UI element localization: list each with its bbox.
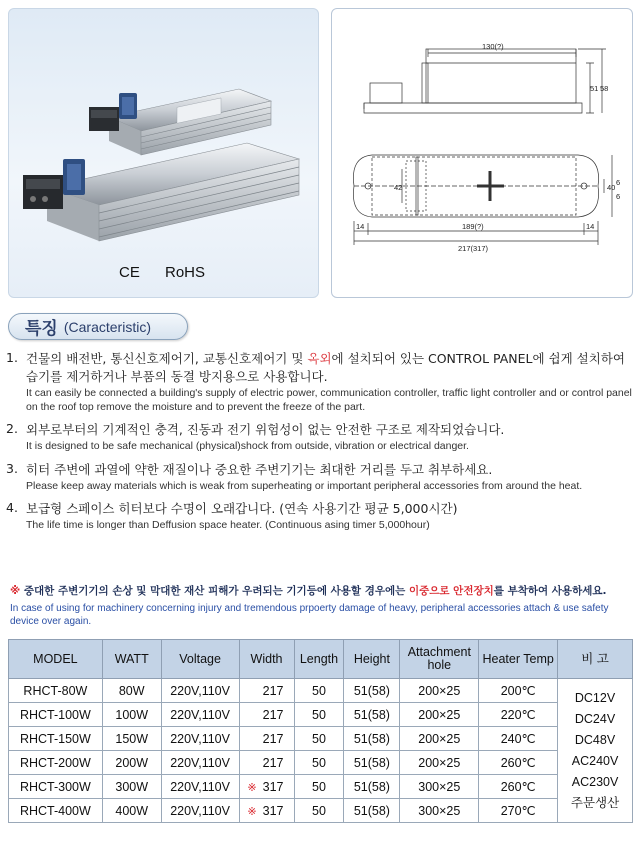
dim-height-b: 58 [600, 84, 609, 93]
feature-text-ko: 건물의 배전반, 통신신호제어기, 교통신호제어기 및 옥외에 설치되어 있는 CONTROL PANEL에 쉽게 설치하여 습기를 제거하거나 부품의 동결 방지용으로 사용합니다. [26, 351, 625, 384]
cell-width: ※ 317 [239, 799, 294, 823]
feature-number: 1. [6, 350, 18, 365]
cell-length: 50 [294, 727, 344, 751]
ce-mark: CE [119, 264, 140, 281]
cell-hole: 200×25 [400, 751, 479, 775]
rohs-mark: RoHS [165, 264, 206, 281]
safety-notice [10, 583, 635, 628]
col-header-temp: Heater Temp [479, 640, 558, 679]
cell-height: 51(58) [344, 751, 400, 775]
product-photo-panel [8, 8, 319, 298]
cell-voltage: 220V,110V [161, 775, 239, 799]
cell-length: 50 [294, 799, 344, 823]
col-header-remarks: 비 고 [558, 640, 633, 679]
col-header-width: Width [239, 640, 294, 679]
cell-width: ※ 317 [239, 775, 294, 799]
large-heater [23, 143, 299, 241]
cell-hole: 300×25 [400, 775, 479, 799]
feature-text-en: It is designed to be safe mechanical (physical)shock from outside, vibration or electrical danger. [26, 440, 469, 452]
cell-length: 50 [294, 775, 344, 799]
notice-highlight: 이중으로 안전장치 [408, 585, 494, 597]
feature-text-ko: 보급형 스페이스 히터보다 수명이 오래갑니다. (연속 사용기간 평균 5,000시간) [26, 501, 458, 516]
feature-number: 2. [6, 421, 18, 436]
features-heading [8, 313, 188, 340]
table-row [9, 751, 633, 775]
dim-total: 217(317) [458, 244, 489, 253]
cell-model: RHCT-150W [9, 727, 103, 751]
cell-voltage: 220V,110V [161, 799, 239, 823]
cell-height: 51(58) [344, 799, 400, 823]
table-row [9, 679, 633, 703]
cell-height: 51(58) [344, 727, 400, 751]
feature-number: 4. [6, 500, 18, 515]
spec-table [8, 639, 633, 823]
cell-temp: 220℃ [479, 703, 558, 727]
table-row [9, 703, 633, 727]
cell-length: 50 [294, 679, 344, 703]
cell-voltage: 220V,110V [161, 703, 239, 727]
feature-item [6, 461, 636, 494]
table-row [9, 775, 633, 799]
dim-left-margin: 14 [356, 222, 365, 231]
cell-model: RHCT-200W [9, 751, 103, 775]
safety-notice-ko: ※ 중대한 주변기기의 손상 및 막대한 재산 피해가 우려되는 기기등에 사용할 경우에는 이중으로 안전장치를 부착하여 사용하세요. [10, 585, 607, 597]
dimension-drawing [332, 9, 633, 298]
table-row [9, 799, 633, 823]
dim-side-c: 6 [616, 192, 621, 201]
feature-text-ko: 외부로부터의 기계적인 충격, 진동과 전기 위험성이 없는 안전한 구조로 제작되었습니다. [26, 422, 505, 437]
features-list [6, 350, 636, 540]
notice-mark: ※ [10, 585, 21, 597]
dim-side-a: 40 [607, 183, 616, 192]
cell-temp: 260℃ [479, 751, 558, 775]
cell-hole: 200×25 [400, 727, 479, 751]
dim-width-top: 130(?) [482, 42, 504, 51]
col-header-voltage: Voltage [161, 640, 239, 679]
feature-text-en: It can easily be connected a building's supply of electric power, communication controller, traffic light controller and or control panel on the roof top remove the moisture and to prevent the freeze of the part. [26, 387, 632, 413]
cell-hole: 200×25 [400, 679, 479, 703]
safety-notice-en: In case of using for machinery concerning injury and tremendous prpoerty damage of heavy, peripheral accessories attach & use safety device over again. [10, 603, 609, 627]
col-header-hole: Attachment hole [400, 640, 479, 679]
cell-width: 217 [239, 679, 294, 703]
dim-height-a: 51 [590, 84, 599, 93]
cell-voltage: 220V,110V [161, 727, 239, 751]
cell-watt: 100W [102, 703, 161, 727]
table-row [9, 727, 633, 751]
cell-watt: 80W [102, 679, 161, 703]
cell-width: 217 [239, 703, 294, 727]
cell-model: RHCT-80W [9, 679, 103, 703]
cell-height: 51(58) [344, 775, 400, 799]
dim-side-b: 6 [616, 178, 621, 187]
cell-watt: 200W [102, 751, 161, 775]
cell-watt: 150W [102, 727, 161, 751]
col-header-watt: WATT [102, 640, 161, 679]
dim-right-margin: 14 [586, 222, 595, 231]
feature-text-ko: 히터 주변에 과열에 약한 재질이나 중요한 주변기기는 최대한 거리를 두고 취부하세요. [26, 461, 493, 477]
feature-text-en: The life time is longer than Deffusion space heater. (Continuous asing timer 5,000hour) [26, 519, 430, 531]
cell-hole: 300×25 [400, 799, 479, 823]
cell-length: 50 [294, 751, 344, 775]
cell-temp: 270℃ [479, 799, 558, 823]
cell-width: 217 [239, 727, 294, 751]
heater-photo [9, 9, 319, 298]
feature-number: 3. [6, 460, 18, 476]
feature-item [6, 500, 636, 533]
cell-model: RHCT-300W [9, 775, 103, 799]
features-heading-ko: 특징 [25, 319, 58, 339]
cell-temp: 260℃ [479, 775, 558, 799]
cell-temp: 200℃ [479, 679, 558, 703]
cell-remarks: DC12V DC24V DC48V AC240V AC230V 주문생산 [558, 679, 633, 823]
cell-watt: 400W [102, 799, 161, 823]
feature-text-en: Please keep away materials which is weak from superheating or important peripheral accessories from around the heat. [26, 479, 583, 492]
feature-item [6, 421, 636, 454]
cell-watt: 300W [102, 775, 161, 799]
feature-highlight: 옥외 [307, 351, 332, 366]
feature-item [6, 350, 636, 414]
cell-model: RHCT-100W [9, 703, 103, 727]
cell-model: RHCT-400W [9, 799, 103, 823]
dim-center: 189(?) [462, 222, 484, 231]
cell-temp: 240℃ [479, 727, 558, 751]
dim-slot: 42 [394, 183, 403, 192]
table-header-row [9, 640, 633, 679]
features-heading-en: (Caracteristic) [63, 318, 151, 335]
cell-voltage: 220V,110V [161, 751, 239, 775]
cell-hole: 200×25 [400, 703, 479, 727]
col-header-height: Height [344, 640, 400, 679]
cell-height: 51(58) [344, 679, 400, 703]
col-header-model: MODEL [9, 640, 103, 679]
cell-height: 51(58) [344, 703, 400, 727]
cell-length: 50 [294, 703, 344, 727]
col-header-length: Length [294, 640, 344, 679]
cell-width: 217 [239, 751, 294, 775]
dimension-drawing-panel [331, 8, 633, 298]
cell-voltage: 220V,110V [161, 679, 239, 703]
